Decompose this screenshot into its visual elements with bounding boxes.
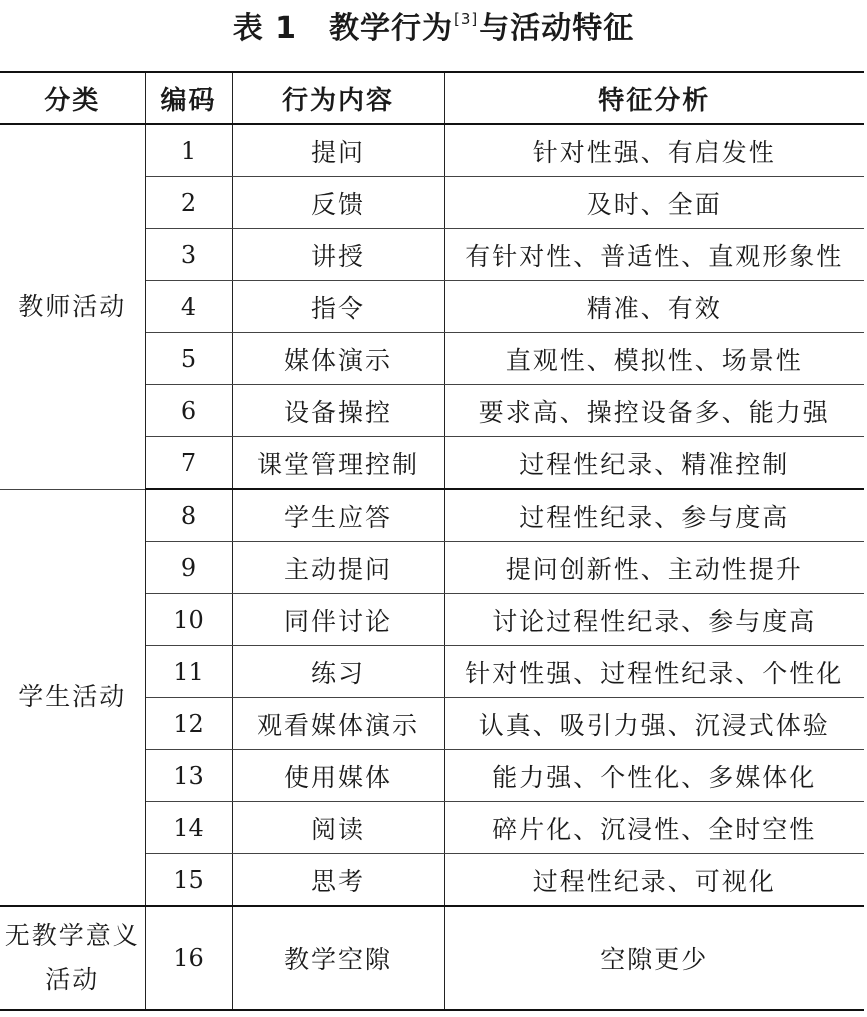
table-title-text-end: 与活动特征 <box>479 11 635 46</box>
table-title-text: 教学行为 <box>329 11 454 46</box>
row-behavior: 练习 <box>232 646 444 698</box>
row-behavior: 讲授 <box>232 229 444 281</box>
row-features: 直观性、模拟性、场景性 <box>444 333 864 385</box>
row-code: 10 <box>145 594 232 646</box>
row-features: 针对性强、过程性纪录、个性化 <box>444 646 864 698</box>
row-behavior: 设备操控 <box>232 385 444 437</box>
header-behavior: 行为内容 <box>232 72 444 124</box>
behavior-table <box>0 71 864 1011</box>
row-code: 3 <box>145 229 232 281</box>
table-number: 表 1 <box>232 11 298 46</box>
row-code: 13 <box>145 750 232 802</box>
header-row <box>0 72 864 124</box>
table-row <box>0 906 864 1010</box>
row-code: 6 <box>145 385 232 437</box>
row-behavior: 使用媒体 <box>232 750 444 802</box>
header-code: 编码 <box>145 72 232 124</box>
row-features: 提问创新性、主动性提升 <box>444 542 864 594</box>
header-features: 特征分析 <box>444 72 864 124</box>
row-features: 及时、全面 <box>444 177 864 229</box>
row-behavior: 指令 <box>232 281 444 333</box>
citation-ref: [3] <box>454 10 479 28</box>
row-code: 15 <box>145 854 232 907</box>
row-behavior: 课堂管理控制 <box>232 437 444 490</box>
row-behavior: 思考 <box>232 854 444 907</box>
row-behavior: 媒体演示 <box>232 333 444 385</box>
row-features: 精准、有效 <box>444 281 864 333</box>
table-row <box>0 489 864 542</box>
row-features: 能力强、个性化、多媒体化 <box>444 750 864 802</box>
row-behavior: 同伴讨论 <box>232 594 444 646</box>
row-features: 有针对性、普适性、直观形象性 <box>444 229 864 281</box>
row-code: 8 <box>145 489 232 542</box>
row-code: 7 <box>145 437 232 490</box>
row-code: 14 <box>145 802 232 854</box>
row-behavior: 教学空隙 <box>232 906 444 1010</box>
row-features: 要求高、操控设备多、能力强 <box>444 385 864 437</box>
row-features: 过程性纪录、可视化 <box>444 854 864 907</box>
row-behavior: 主动提问 <box>232 542 444 594</box>
row-behavior: 提问 <box>232 124 444 177</box>
table-row <box>0 124 864 177</box>
category-student: 学生活动 <box>0 489 145 906</box>
row-behavior: 阅读 <box>232 802 444 854</box>
row-code: 5 <box>145 333 232 385</box>
row-features: 讨论过程性纪录、参与度高 <box>444 594 864 646</box>
row-code: 12 <box>145 698 232 750</box>
row-code: 2 <box>145 177 232 229</box>
row-code: 4 <box>145 281 232 333</box>
row-code: 11 <box>145 646 232 698</box>
row-features: 过程性纪录、参与度高 <box>444 489 864 542</box>
row-features: 过程性纪录、精准控制 <box>444 437 864 490</box>
table-title <box>0 0 867 60</box>
row-behavior: 反馈 <box>232 177 444 229</box>
row-features: 碎片化、沉浸性、全时空性 <box>444 802 864 854</box>
row-code: 1 <box>145 124 232 177</box>
category-non-teaching: 无教学意义活动 <box>0 906 145 1010</box>
row-behavior: 观看媒体演示 <box>232 698 444 750</box>
row-code: 16 <box>145 906 232 1010</box>
row-behavior: 学生应答 <box>232 489 444 542</box>
header-category: 分类 <box>0 72 145 124</box>
category-teacher: 教师活动 <box>0 124 145 489</box>
row-code: 9 <box>145 542 232 594</box>
row-features: 针对性强、有启发性 <box>444 124 864 177</box>
row-features: 认真、吸引力强、沉浸式体验 <box>444 698 864 750</box>
row-features: 空隙更少 <box>444 906 864 1010</box>
